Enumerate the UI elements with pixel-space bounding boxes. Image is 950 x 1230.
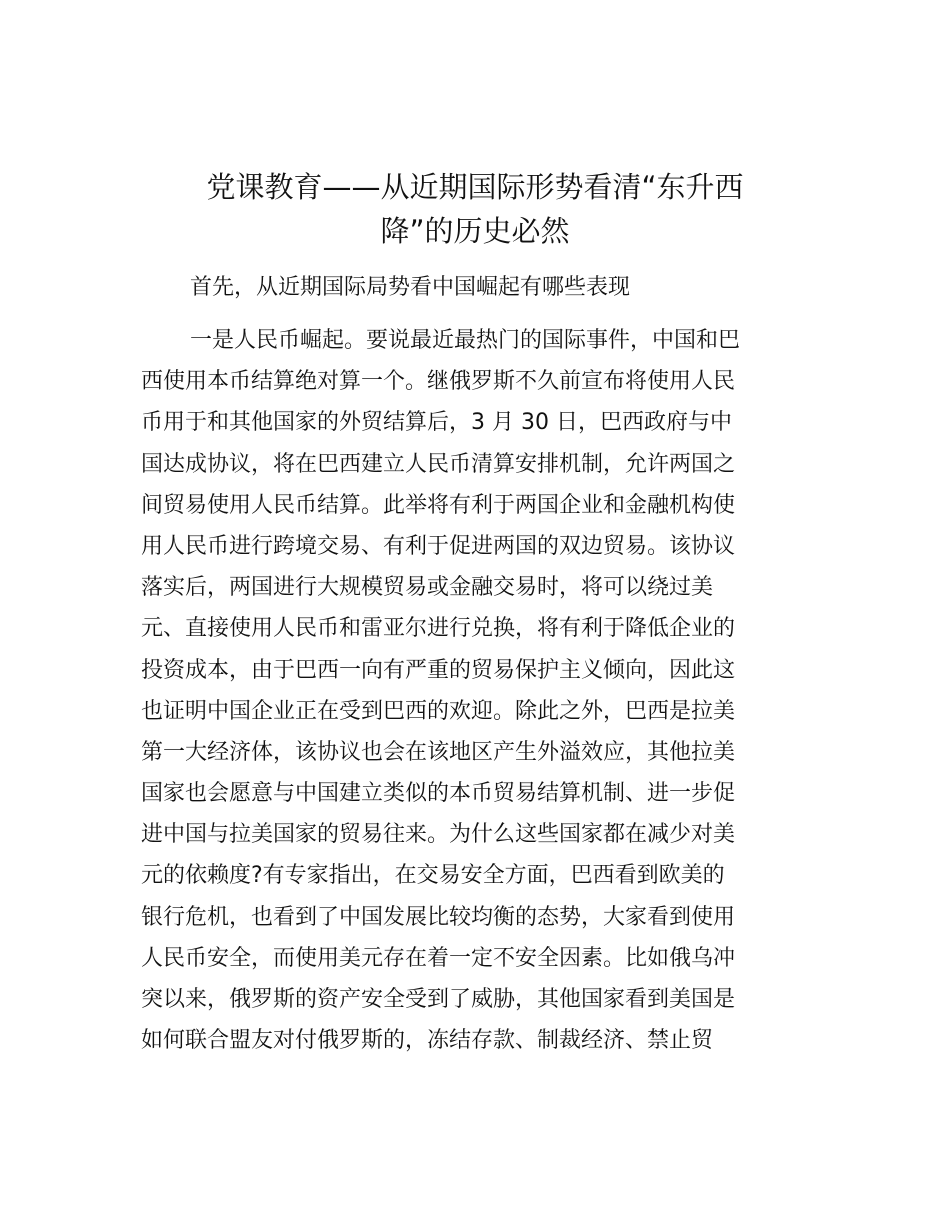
paragraph-line: 用人民币进行跨境交易、有利于促进两国的双边贸易。该协议 [141,533,736,559]
paragraph-line: 落实后，两国进行大规模贸易或金融交易时，将可以绕过美 [141,575,714,601]
body-paragraph [141,320,813,1061]
paragraph-line: 国达成协议，将在巴西建立人民币清算安排机制，允许两国之 [141,451,736,477]
paragraph-line: 人民币安全，而使用美元存在着一定不安全因素。比如俄乌冲 [141,945,736,971]
title-line-1: 党课教育——从近期国际形势看清“东升西 [206,170,744,204]
paragraph-line: 第一大经济体，该协议也会在该地区产生外溢效应，其他拉美 [141,739,736,765]
paragraph-line: 元的依赖度?有专家指出，在交易安全方面，巴西看到欧美的 [141,863,725,889]
document-title [140,165,810,253]
paragraph-line: 元、直接使用人民币和雷亚尔进行兑换，将有利于降低企业的 [141,616,736,642]
paragraph-line: 也证明中国企业正在受到巴西的欢迎。除此之外，巴西是拉美 [141,698,736,724]
paragraph-line: 进中国与拉美国家的贸易往来。为什么这些国家都在减少对美 [141,822,736,848]
paragraph-line: 币用于和其他国家的外贸结算后，3 月 30 日，巴西政府与中 [141,410,732,436]
paragraph-line: 国家也会愿意与中国建立类似的本币贸易结算机制、进一步促 [141,781,736,807]
paragraph-line: 突以来，俄罗斯的资产安全受到了威胁，其他国家看到美国是 [141,987,736,1012]
paragraph-line: 如何联合盟友对付俄罗斯的，冻结存款、制裁经济、禁止贸 [141,1028,714,1054]
paragraph-line: 西使用本币结算绝对算一个。继俄罗斯不久前宣布将使用人民 [141,369,736,395]
paragraph-line: 投资成本，由于巴西一向有严重的贸易保护主义倾向，因此这 [141,657,736,683]
paragraph-line: 银行危机，也看到了中国发展比较均衡的态势，大家看到使用 [141,904,736,930]
section-heading: 首先，从近期国际局势看中国崛起有哪些表现 [190,275,631,300]
paragraph-line: 一是人民币崛起。要说最近最热门的国际事件，中国和巴 [190,328,741,353]
title-line-2: 降”的历史必然 [380,214,570,248]
paragraph-line: 间贸易使用人民币结算。此举将有利于两国企业和金融机构使 [141,492,736,518]
